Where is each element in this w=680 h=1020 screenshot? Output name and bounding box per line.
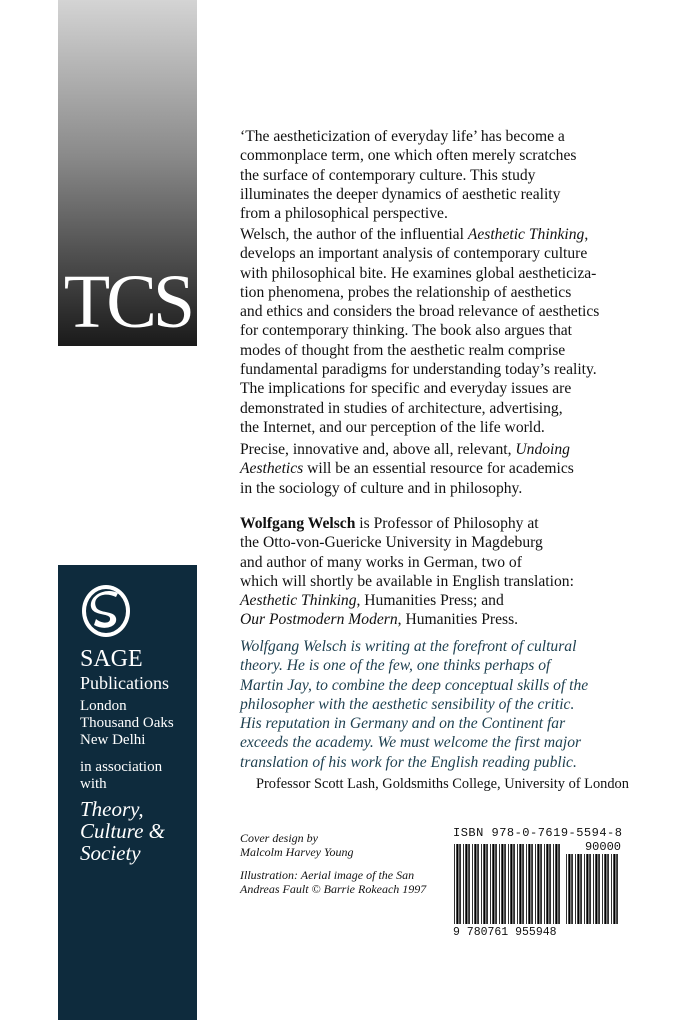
barcode-bar bbox=[593, 854, 594, 924]
barcode-bar bbox=[495, 844, 497, 924]
text-span: will be an essential resource for academics bbox=[303, 460, 574, 478]
author-name: Wolfgang Welsch bbox=[240, 515, 356, 532]
barcode-bar bbox=[602, 854, 603, 924]
barcode-bar bbox=[522, 844, 524, 924]
text-line: for contemporary thinking. The book also argues that bbox=[240, 322, 573, 340]
publisher-cities bbox=[80, 698, 174, 749]
barcode-bar bbox=[613, 854, 615, 924]
quote-line: Wolfgang Welsch is writing at the forefront of cultural bbox=[240, 638, 577, 655]
credit-line: Andreas Fault © Barrie Rokeach 1997 bbox=[240, 882, 427, 896]
credit-line: Cover design by bbox=[240, 831, 318, 845]
blurb-paragraph-1 bbox=[240, 127, 576, 223]
sage-logo-icon bbox=[80, 583, 132, 639]
barcode-bar bbox=[598, 854, 600, 924]
text-line: the Internet, and our perception of the life world. bbox=[240, 418, 545, 436]
book-title: Our Postmodern Modern bbox=[240, 611, 398, 629]
text-span: , Humanities Press. bbox=[397, 611, 519, 629]
text-line: demonstrated in studies of architecture, advertising, bbox=[240, 399, 563, 417]
barcode-bar bbox=[571, 854, 573, 924]
book-title: Aesthetics bbox=[240, 460, 304, 478]
text-line: and ethics and considers the broad relevance of aesthetics bbox=[240, 303, 600, 321]
association-line: with bbox=[80, 776, 107, 792]
quote-line: His reputation in Germany and on the Continent far bbox=[240, 715, 566, 733]
book-title: Undoing bbox=[515, 441, 570, 458]
barcode-bar bbox=[616, 854, 618, 924]
text-span: Precise, innovative and, above all, relevant, bbox=[240, 441, 516, 458]
journal-line: Theory, bbox=[80, 797, 144, 821]
barcode-bar bbox=[535, 844, 536, 924]
barcode-bar bbox=[540, 844, 542, 924]
city-thousand-oaks: Thousand Oaks bbox=[80, 715, 174, 731]
barcode-bar bbox=[472, 844, 473, 924]
journal-line: Society bbox=[80, 841, 141, 865]
illustration-credit bbox=[240, 868, 426, 896]
endorsement-quote bbox=[240, 637, 588, 772]
barcode-bar bbox=[492, 844, 494, 924]
text-line: develops an important analysis of contemporary culture bbox=[240, 245, 588, 263]
credit-line: Malcolm Harvey Young bbox=[240, 845, 354, 859]
barcode-bar bbox=[566, 854, 567, 924]
text-line bbox=[240, 225, 599, 244]
barcode-bar bbox=[553, 844, 554, 924]
barcode-bar bbox=[604, 854, 606, 924]
text-line bbox=[240, 459, 574, 478]
blurb-paragraph-3 bbox=[240, 440, 574, 498]
association-label bbox=[80, 759, 162, 793]
text-line: illuminates the deeper dynamics of aesthetic reality bbox=[240, 185, 561, 203]
barcode-bar bbox=[513, 844, 515, 924]
barcode-bar bbox=[611, 854, 612, 924]
barcode-bar bbox=[584, 854, 585, 924]
text-line: and author of many works in German, two of bbox=[240, 553, 522, 571]
tcs-gradient-panel bbox=[58, 0, 197, 346]
text-line: with philosophical bite. He examines global aestheticiza- bbox=[240, 264, 597, 282]
barcode-bar bbox=[504, 844, 506, 924]
text-line bbox=[240, 591, 574, 610]
book-title: Aesthetic Thinking bbox=[467, 226, 585, 243]
endorsement-attribution: Professor Scott Lash, Goldsmiths College, University of London bbox=[256, 776, 629, 792]
text-span: Welsch, the author of the influential bbox=[240, 226, 468, 243]
text-line: commonplace term, one which often merely scratches bbox=[240, 147, 577, 165]
barcode-bar bbox=[501, 844, 503, 924]
barcode-bar bbox=[481, 844, 482, 924]
credit-line: Illustration: Aerial image of the San bbox=[240, 868, 415, 882]
cover-design-credit bbox=[240, 831, 354, 859]
text-line: fundamental paradigms for understanding today’s reality. bbox=[240, 361, 597, 379]
blurb-paragraph-2 bbox=[240, 225, 599, 437]
barcode-bar bbox=[558, 844, 560, 924]
barcode-bar bbox=[580, 854, 582, 924]
text-line: the surface of contemporary culture. This study bbox=[240, 166, 536, 184]
barcode-bar bbox=[549, 844, 551, 924]
barcode-bar bbox=[510, 844, 512, 924]
barcode-addon-icon bbox=[565, 854, 619, 924]
barcode-bar bbox=[465, 844, 467, 924]
text-line: the Otto-von-Guericke University in Magdeburg bbox=[240, 534, 543, 552]
barcode-bar bbox=[486, 844, 488, 924]
barcode-bar bbox=[490, 844, 491, 924]
text-span: , bbox=[584, 226, 589, 243]
barcode-bar bbox=[517, 844, 518, 924]
barcode-bar bbox=[595, 854, 597, 924]
text-line bbox=[240, 610, 574, 629]
barcode-bar bbox=[459, 844, 461, 924]
barcode-bar bbox=[586, 854, 588, 924]
publications-label: Publications bbox=[80, 673, 169, 693]
barcode-bar bbox=[555, 844, 557, 924]
text-line bbox=[240, 514, 574, 533]
author-bio bbox=[240, 514, 574, 630]
quote-line: exceeds the academy. We must welcome the first major bbox=[240, 734, 582, 752]
text-line: tion phenomena, probes the relationship of aesthetics bbox=[240, 283, 572, 301]
quote-line: Martin Jay, to combine the deep conceptual skills of the bbox=[240, 676, 589, 694]
barcode-bar bbox=[508, 844, 509, 924]
barcode-main-icon bbox=[453, 844, 561, 924]
barcode-bar bbox=[499, 844, 500, 924]
book-title: Aesthetic Thinking bbox=[240, 592, 357, 610]
text-line bbox=[240, 440, 574, 459]
quote-line: translation of his work for the English reading public. bbox=[240, 753, 577, 771]
barcode-bar bbox=[546, 844, 548, 924]
barcode-bar bbox=[537, 844, 539, 924]
barcode-bar bbox=[474, 844, 476, 924]
quote-line: philosopher with the aesthetic sensibility of the critic. bbox=[240, 695, 575, 713]
publisher-panel bbox=[58, 565, 197, 1020]
barcode-bar bbox=[454, 844, 455, 924]
barcode-bar bbox=[526, 844, 527, 924]
journal-name bbox=[80, 798, 165, 864]
barcode-bar bbox=[483, 844, 485, 924]
barcode-bar bbox=[577, 854, 579, 924]
barcode-bar bbox=[456, 844, 458, 924]
association-line: in association bbox=[80, 759, 163, 775]
barcode-digits: 9 780761 955948 bbox=[453, 926, 557, 939]
publisher-name: SAGE bbox=[80, 646, 143, 672]
barcode-bar bbox=[531, 844, 533, 924]
isbn-barcode bbox=[453, 826, 623, 944]
city-new-delhi: New Delhi bbox=[80, 732, 146, 748]
text-line: in the sociology of culture and in philosophy. bbox=[240, 479, 523, 497]
text-line: which will shortly be available in English translation: bbox=[240, 572, 574, 590]
barcode-bar bbox=[568, 854, 570, 924]
barcode-bar bbox=[528, 844, 530, 924]
tcs-logo: TCS bbox=[63, 260, 192, 344]
barcode-bar bbox=[463, 844, 464, 924]
barcode-bar bbox=[575, 854, 576, 924]
text-line: The implications for specific and everyday issues are bbox=[240, 380, 572, 398]
journal-line: Culture & bbox=[80, 819, 165, 843]
city-london: London bbox=[80, 698, 127, 714]
text-line: from a philosophical perspective. bbox=[240, 205, 448, 223]
price-code: 90000 bbox=[584, 840, 621, 854]
barcode-bar bbox=[477, 844, 479, 924]
barcode-bar bbox=[544, 844, 545, 924]
text-line: ‘The aestheticization of everyday life’ has become a bbox=[240, 128, 565, 145]
text-span: is Professor of Philosophy at bbox=[355, 515, 539, 532]
text-span: , Humanities Press; and bbox=[356, 592, 504, 610]
text-line: modes of thought from the aesthetic realm comprise bbox=[240, 341, 566, 359]
quote-line: theory. He is one of the few, one thinks perhaps of bbox=[240, 657, 551, 675]
isbn-number: ISBN 978-0-7619-5594-8 bbox=[453, 826, 623, 840]
barcode-bar bbox=[519, 844, 521, 924]
barcode-bar bbox=[607, 854, 609, 924]
barcode-bar bbox=[468, 844, 470, 924]
barcode-bar bbox=[589, 854, 591, 924]
